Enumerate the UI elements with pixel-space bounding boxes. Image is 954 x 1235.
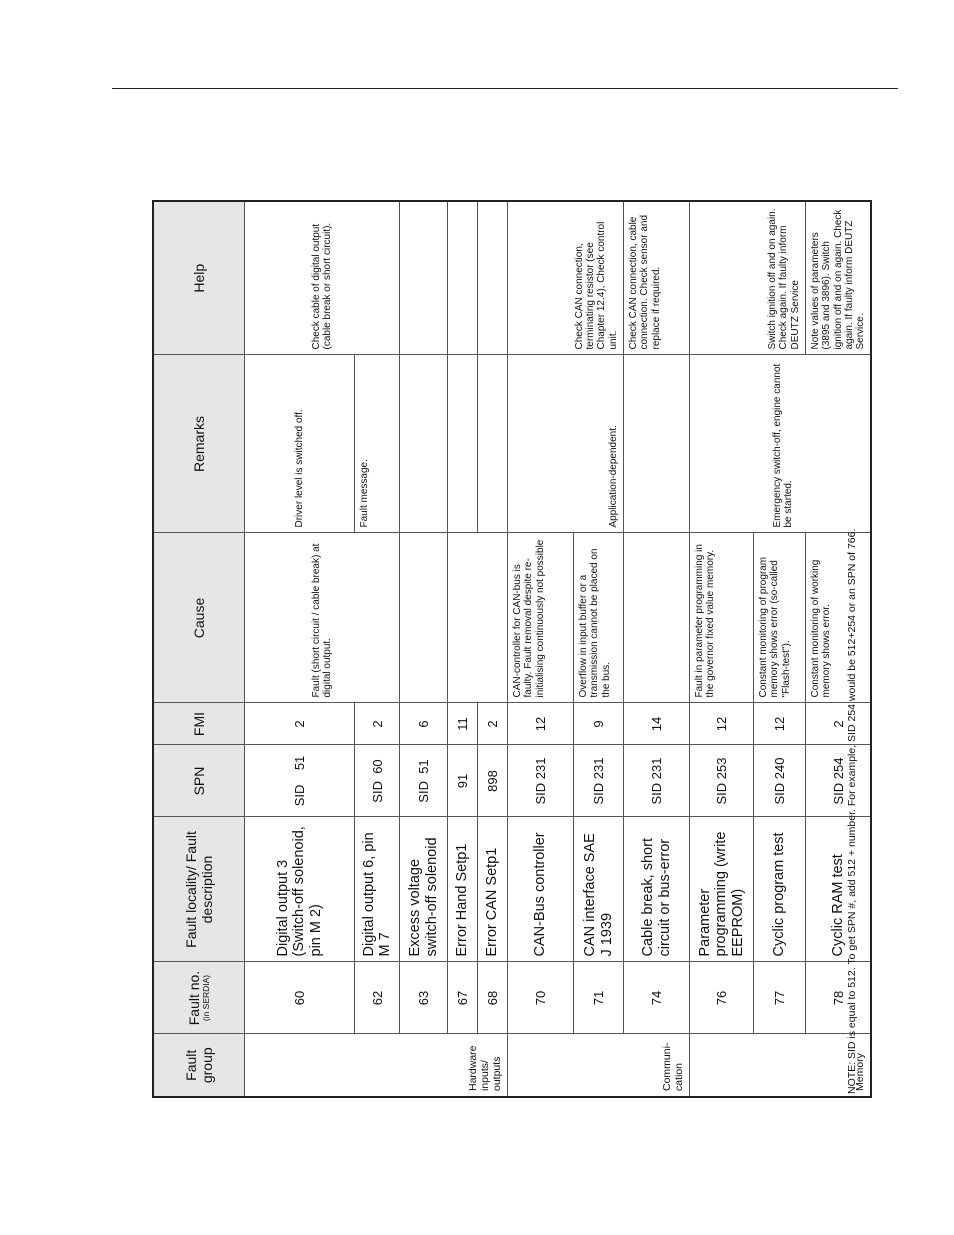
help-empty xyxy=(448,201,478,355)
header-cause: Cause xyxy=(153,533,245,703)
remarks-empty xyxy=(448,355,478,533)
fault-desc: Digital output 3 (Switch-off solenoid, pin M 2) xyxy=(245,817,355,962)
table-row xyxy=(624,201,690,1097)
fault-desc: Error CAN Setp1 xyxy=(478,817,508,962)
fmi-value: 2 xyxy=(245,703,355,745)
fmi-value: 11 xyxy=(448,703,478,745)
header-fault-no-sub: (in SERDIA) xyxy=(201,974,212,1022)
cause-text: Constant monitoring of program memory shows error (so-called "Flash-test"). xyxy=(754,533,806,703)
fmi-value: 6 xyxy=(400,703,448,745)
header-spn: SPN xyxy=(153,745,245,817)
remarks-empty xyxy=(478,355,508,533)
cause-text: Fault in parameter programming in the governor fixed value memory. xyxy=(690,533,754,703)
group-hardware: Hardware inputs/ outputs xyxy=(245,1034,508,1097)
spn-value: 91 xyxy=(448,745,478,817)
fmi-value: 14 xyxy=(624,703,690,745)
group-communication: Communi- cation xyxy=(508,1034,690,1097)
remarks-cell xyxy=(690,355,872,533)
fault-desc: Error Hand Setp1 xyxy=(448,817,478,962)
remarks-text: Fault message. xyxy=(355,355,400,533)
fault-no: 63 xyxy=(400,962,448,1034)
fault-desc: CAN-Bus controller xyxy=(508,817,574,962)
fmi-value: 12 xyxy=(754,703,806,745)
fault-desc: CAN interface SAE J 1939 xyxy=(574,817,624,962)
table-row xyxy=(806,201,872,1097)
header-fmi: FMI xyxy=(153,703,245,745)
fmi-value: 2 xyxy=(806,703,872,745)
help-empty xyxy=(478,201,508,355)
table-row xyxy=(400,201,448,1097)
table-row xyxy=(245,201,355,1097)
help-empty xyxy=(400,201,448,355)
spn-value: SID 231 xyxy=(574,745,624,817)
fmi-value: 12 xyxy=(690,703,754,745)
cause-empty xyxy=(624,533,690,703)
table-row xyxy=(690,201,754,1097)
fault-no: 60 xyxy=(245,962,355,1034)
remarks-empty xyxy=(624,355,690,533)
spn-value: SID 240 xyxy=(754,745,806,817)
remarks-text: Application-dependent. xyxy=(508,355,624,533)
header-fault-group: Fault group xyxy=(153,1034,245,1097)
fmi-value: 2 xyxy=(478,703,508,745)
fmi-value: 9 xyxy=(574,703,624,745)
header-help: Help xyxy=(153,201,245,355)
cause-empty xyxy=(448,533,508,703)
fault-no: 78 xyxy=(806,962,872,1034)
header-remarks: Remarks xyxy=(153,355,245,533)
spn-value: SID 253 xyxy=(690,745,754,817)
fault-no: 68 xyxy=(478,962,508,1034)
cause-text: Constant monitoring of working memory shows error. xyxy=(806,533,872,703)
fault-table xyxy=(152,200,872,1098)
help-text: Check cable of digital output (cable break or short circuit). xyxy=(245,201,400,355)
header-fault-no-label: Fault no. xyxy=(186,970,203,1026)
help-text: Note values of parameters (3895 and 3896). Switch ignition off and on again. Check again. If faulty inform DEUTZ Service. xyxy=(806,201,872,355)
fault-no: 70 xyxy=(508,962,574,1034)
cause-text: CAN-controller for CAN-bus is faulty. Fault removal despite re-initialising continuously not possible xyxy=(508,533,574,703)
spn-value: 898 xyxy=(478,745,508,817)
help-text: Switch ignition off and on again. Check again. If faulty inform DEUTZ Service xyxy=(690,201,806,355)
header-fault-locality: Fault locality/ Fault description xyxy=(153,817,245,962)
fault-no: 76 xyxy=(690,962,754,1034)
fault-no: 67 xyxy=(448,962,478,1034)
fault-desc: Excess voltage switch-off solenoid xyxy=(400,817,448,962)
cause-text: Overflow in input buffer or a transmission cannot be placed on the bus. xyxy=(574,533,624,703)
fmi-value: 2 xyxy=(355,703,400,745)
header-rule xyxy=(112,88,898,89)
header-fault-no xyxy=(153,962,245,1034)
help-text: Check CAN connection, terminating resistor (see Chapter 12.4), Check control unit. xyxy=(508,201,624,355)
spn-value: SID 231 xyxy=(624,745,690,817)
group-memory: Memory xyxy=(690,1034,872,1097)
fault-no: 77 xyxy=(754,962,806,1034)
fault-desc: Digital output 6, pin M 7 xyxy=(355,817,400,962)
spn-value: SID 51 xyxy=(400,745,448,817)
remarks-text: Emergency switch-off, engine cannot be started. xyxy=(772,363,795,528)
table-row xyxy=(508,201,574,1097)
fault-no: 71 xyxy=(574,962,624,1034)
footnote: NOTE: SID is equal to 512. To get SPN #, add 512 + number. For example, SID 254 would be 512+254 or an SPN of 766. xyxy=(846,528,858,1094)
remarks-text: Driver level is switched off. xyxy=(245,355,355,533)
cause-empty xyxy=(400,533,448,703)
table-row xyxy=(448,201,478,1097)
spn-value: SID 51 xyxy=(245,745,355,817)
remarks-spacer xyxy=(690,356,768,533)
spn-value: SID 254 xyxy=(806,745,872,817)
remarks-empty xyxy=(400,355,448,533)
fault-desc: Cyclic RAM test xyxy=(806,817,872,962)
spn-value: SID 231 xyxy=(508,745,574,817)
cause-text: Fault (short circuit / cable break) at digital output. xyxy=(245,533,400,703)
fault-desc: Cyclic program test xyxy=(754,817,806,962)
help-text: Check CAN connection, cable connection. Check sensor and replace if required. xyxy=(624,201,690,355)
fault-no: 62 xyxy=(355,962,400,1034)
fault-desc: Parameter programming (write EEPROM) xyxy=(690,817,754,962)
fmi-value: 12 xyxy=(508,703,574,745)
fault-desc: Cable break, short circuit or bus-error xyxy=(624,817,690,962)
header-row xyxy=(153,201,245,1097)
spn-value: SID 60 xyxy=(355,745,400,817)
fault-no: 74 xyxy=(624,962,690,1034)
